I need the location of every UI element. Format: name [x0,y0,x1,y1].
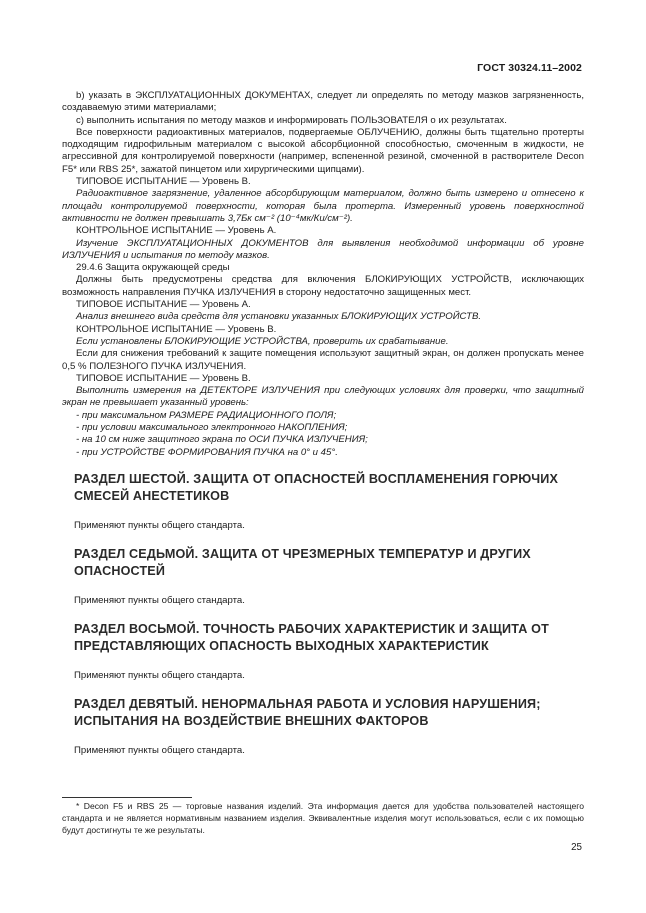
paragraph: КОНТРОЛЬНОЕ ИСПЫТАНИЕ — Уровень А. [76,225,277,237]
section-7 [62,546,584,607]
section-text: Применяют пункты общего стандарта. [74,594,245,606]
page-body [62,90,584,757]
paragraph: Если установлены БЛОКИРУЮЩИЕ УСТРОЙСТВА, проверить их срабатывание. [76,335,449,347]
paragraph: Выполнить измерения на ДЕТЕКТОРЕ ИЗЛУЧЕНИЯ при следующих условиях для проверки, что защитный экран не превышает указанный уровень: [62,385,584,409]
paragraph: КОНТРОЛЬНОЕ ИСПЫТАНИЕ — Уровень В. [76,323,277,335]
list-item: - на 10 см ниже защитного экрана по ОСИ ПУЧКА ИЗЛУЧЕНИЯ; [76,434,368,446]
paragraph: с) выполнить испытания по методу мазков и информировать ПОЛЬЗОВАТЕЛЯ о их результатах. [76,114,507,126]
paragraph: ТИПОВОЕ ИСПЫТАНИЕ — Уровень В. [76,372,251,384]
list-item: - при УСТРОЙСТВЕ ФОРМИРОВАНИЯ ПУЧКА на 0° и 45°. [76,446,338,458]
paragraph: Изучение ЭКСПЛУАТАЦИОННЫХ ДОКУМЕНТОВ для выявления необходимой информации об уровне ИЗЛУЧЕНИЯ и испытания по методу мазков. [62,237,584,261]
section-heading: РАЗДЕЛ СЕДЬМОЙ. ЗАЩИТА ОТ ЧРЕЗМЕРНЫХ ТЕМПЕРАТУР И ДРУГИХ ОПАСНОСТЕЙ [74,546,531,579]
list-item: - при максимальном РАЗМЕРЕ РАДИАЦИОННОГО ПОЛЯ; [76,409,337,421]
subsection-title: 29.4.6 Защита окружающей среды [76,262,230,274]
section-heading: РАЗДЕЛ ВОСЬМОЙ. ТОЧНОСТЬ РАБОЧИХ ХАРАКТЕРИСТИК И ЗАЩИТА ОТ ПРЕДСТАВЛЯЮЩИХ ОПАСНОСТЬ ВЫХОДНЫХ ХАРАКТЕРИСТИК [74,621,549,654]
paragraph: Должны быть предусмотрены средства для включения БЛОКИРУЮЩИХ УСТРОЙСТВ, исключающих возможность направления ПУЧКА ИЗЛУЧЕНИЯ в сторону недостаточно защищенных мест. [62,274,584,298]
footnote: * Decon F5 и RBS 25 — торговые названия изделий. Эта информация дается для удобства пользователей настоящего стандарта и не является нормативным названием изделия. Эквивалентные изделия могут использоваться, если с их помощью будут достигнуты те же результаты. [62,801,584,836]
page-number: 25 [571,842,582,853]
paragraph: Радиоактивное загрязнение, удаленное абсорбирующим материалом, должно быть измерено и отнесено к площади контролируемой поверхности, которая была протерта. Измеренный уровень поверхностной активности не должен превышать 3,7Бк см⁻² (10⁻⁴мк/Ки/см⁻²). [62,188,584,224]
section-6 [62,471,584,532]
paragraph: b) указать в ЭКСПЛУАТАЦИОННЫХ ДОКУМЕНТАХ, следует ли определять по методу мазков загрязненность, создаваемую этими материалами; [62,90,584,114]
paragraph: ТИПОВОЕ ИСПЫТАНИЕ — Уровень А. [76,299,251,311]
paragraph: Анализ внешнего вида средств для установки указанных БЛОКИРУЮЩИХ УСТРОЙСТВ. [76,311,482,323]
paragraph: ТИПОВОЕ ИСПЫТАНИЕ — Уровень В. [76,176,251,188]
section-9 [62,696,584,757]
footnote-divider [62,797,192,798]
section-heading: РАЗДЕЛ ШЕСТОЙ. ЗАЩИТА ОТ ОПАСНОСТЕЙ ВОСПЛАМЕНЕНИЯ ГОРЮЧИХ СМЕСЕЙ АНЕСТЕТИКОВ [74,471,559,504]
paragraph: Все поверхности радиоактивных материалов, подвергаемые ОБЛУЧЕНИЮ, должны быть тщательно протерты подходящим гидрофильным материалом с высокой абсорбционной способностью, смоченным в жидкости, не агрессивной для контролируемой поверхности (например, вспененной резиной, смоченной в растворителе Decon F5* или RBS 25*, зажатой пинцетом или хирургическими щипцами). [62,126,584,175]
document-code: ГОСТ 30324.11–2002 [477,62,582,74]
section-text: Применяют пункты общего стандарта. [74,669,245,681]
section-text: Применяют пункты общего стандарта. [74,519,245,531]
section-8 [62,621,584,682]
list-item: - при условии максимального электронного НАКОПЛЕНИЯ; [76,422,348,434]
section-heading: РАЗДЕЛ ДЕВЯТЫЙ. НЕНОРМАЛЬНАЯ РАБОТА И УСЛОВИЯ НАРУШЕНИЯ; ИСПЫТАНИЯ НА ВОЗДЕЙСТВИЕ ВНЕШНИХ ФАКТОРОВ [74,696,541,729]
section-text: Применяют пункты общего стандарта. [74,744,245,756]
paragraph: Если для снижения требований к защите помещения используют защитный экран, он должен пропускать менее 0,5 % ПОЛЕЗНОГО ПУЧКА ИЗЛУЧЕНИЯ. [62,348,584,372]
